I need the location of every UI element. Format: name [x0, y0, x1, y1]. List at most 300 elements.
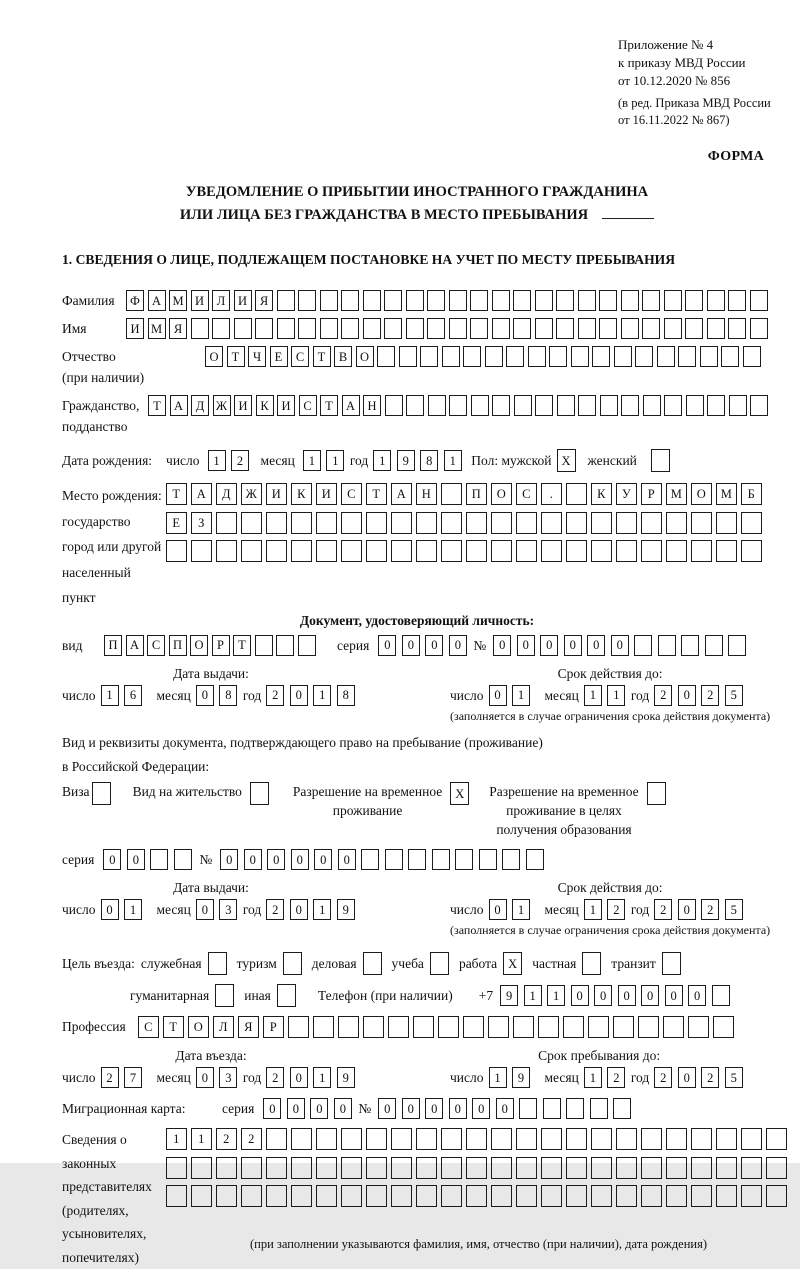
passport-dates-row [62, 666, 772, 724]
char-box [416, 1185, 437, 1207]
month-label: месяц [156, 902, 191, 918]
char-box [191, 1185, 212, 1207]
temp-residence-edu-checkbox [647, 782, 666, 805]
char-box [578, 318, 596, 339]
phone-boxes [500, 985, 735, 1006]
char-box: 0 [267, 849, 285, 870]
passport-issue-month [196, 685, 243, 706]
valid-until-title: Срок действия до: [557, 880, 663, 896]
char-box [502, 849, 520, 870]
entry-purpose-row [62, 952, 772, 975]
residence-permit-checkbox [250, 782, 269, 805]
char-box: Я [238, 1016, 259, 1038]
char-box: О [205, 346, 223, 367]
char-box [427, 318, 445, 339]
char-box [506, 346, 524, 367]
appendix-line: от 10.12.2020 № 856 [618, 72, 731, 88]
char-box: О [356, 346, 374, 367]
char-box [363, 318, 381, 339]
char-box [535, 318, 553, 339]
vid-boxes [104, 635, 319, 656]
char-box [685, 290, 703, 311]
vid-label: вид [62, 637, 83, 653]
char-box: С [516, 483, 537, 505]
char-box [313, 1016, 334, 1038]
char-box: 1 [191, 1128, 212, 1150]
char-box [441, 1128, 462, 1150]
char-box: 2 [654, 685, 672, 706]
char-box [366, 1157, 387, 1179]
char-box: 2 [101, 1067, 119, 1088]
char-box: В [334, 346, 352, 367]
char-box: Ф [126, 290, 144, 311]
char-box [685, 318, 703, 339]
char-box [713, 1016, 734, 1038]
month-label: месяц [544, 1070, 579, 1086]
char-box [316, 540, 337, 562]
char-box: П [104, 635, 122, 656]
char-box [621, 290, 639, 311]
char-box: Р [263, 1016, 284, 1038]
char-box [291, 512, 312, 534]
char-box: 5 [725, 685, 743, 706]
char-box [599, 318, 617, 339]
char-box [241, 1185, 262, 1207]
stay-day [489, 1067, 536, 1088]
sex-female-checkbox [651, 449, 670, 472]
char-box: 0 [618, 985, 636, 1006]
identity-doc-heading: Документ, удостоверяющий личность: [299, 612, 535, 628]
char-box: 7 [124, 1067, 142, 1088]
char-box [616, 540, 637, 562]
passport-number-boxes [493, 635, 752, 656]
char-box: А [191, 483, 212, 505]
char-box [391, 1157, 412, 1179]
char-box [691, 1185, 712, 1207]
year-label: год [630, 1070, 650, 1086]
char-box [463, 1016, 484, 1038]
char-box: 0 [587, 635, 605, 656]
purpose-option-label: деловая [311, 956, 357, 972]
char-box: 0 [287, 1098, 305, 1119]
char-box: С [147, 635, 165, 656]
stay-until-col [450, 1048, 748, 1088]
char-box: 0 [611, 635, 629, 656]
birth-day-boxes [208, 450, 255, 471]
char-box [391, 1128, 412, 1150]
char-box [516, 1128, 537, 1150]
forma-label: ФОРМА [707, 149, 764, 165]
char-box: 0 [449, 635, 467, 656]
birth-month-boxes [303, 450, 350, 471]
char-box [416, 1128, 437, 1150]
char-box [750, 290, 768, 311]
char-box: О [190, 635, 208, 656]
char-box: Р [641, 483, 662, 505]
char-box [556, 290, 574, 311]
char-box [442, 346, 460, 367]
char-box: 0 [314, 849, 332, 870]
char-box [641, 512, 662, 534]
char-box [491, 512, 512, 534]
char-box [491, 540, 512, 562]
char-box [234, 318, 252, 339]
char-box [716, 1185, 737, 1207]
entry-month [196, 1067, 243, 1088]
char-box: Д [216, 483, 237, 505]
char-box [406, 290, 424, 311]
char-box [664, 290, 682, 311]
passport-valid-day [489, 685, 536, 706]
char-box [338, 1016, 359, 1038]
temp-residence-edu-label: Разрешение на временное проживание в целях получения образования [489, 784, 639, 838]
char-box [250, 782, 269, 805]
month-label: месяц [544, 687, 579, 703]
citizenship-label: Гражданство, подданство [62, 398, 140, 435]
char-box [291, 1185, 312, 1207]
char-box [741, 1185, 762, 1207]
char-box: 0 [540, 635, 558, 656]
purpose-gumanitarnaya-checkbox [215, 984, 234, 1007]
char-box: 0 [493, 635, 511, 656]
char-box [255, 635, 273, 656]
char-box [588, 1016, 609, 1038]
passport-issue-col [62, 666, 450, 724]
char-box [470, 318, 488, 339]
passport-valid-month [584, 685, 631, 706]
char-box: 1 [512, 685, 530, 706]
char-box: 1 [584, 1067, 602, 1088]
char-box: З [191, 512, 212, 534]
purpose-chastnaya-checkbox [582, 952, 601, 975]
char-box [463, 346, 481, 367]
residence-permit-option [133, 782, 269, 805]
birth-place-rows [166, 483, 766, 569]
number-label: № [473, 637, 487, 653]
char-box [408, 849, 426, 870]
char-box: И [316, 483, 337, 505]
representatives-rows [166, 1128, 791, 1252]
form-title-line2: ИЛИ ЛИЦА БЕЗ ГРАЖДАНСТВА В МЕСТО ПРЕБЫВАНИЯ [62, 204, 772, 226]
char-box [212, 318, 230, 339]
purpose-turizm-checkbox [283, 952, 302, 975]
char-box: 0 [310, 1098, 328, 1119]
profession-row [62, 1016, 772, 1038]
purpose-option-label: учеба [391, 956, 424, 972]
char-box: Е [270, 346, 288, 367]
day-label: число [62, 1070, 96, 1086]
residence-number-boxes [220, 849, 549, 870]
char-box: X [503, 952, 522, 975]
char-box: 1 [124, 899, 142, 920]
char-box: 1 [303, 450, 321, 471]
char-box [664, 318, 682, 339]
char-box [657, 346, 675, 367]
entry-date-title: Дата въезда: [175, 1048, 247, 1064]
char-box [377, 346, 395, 367]
char-box [216, 1157, 237, 1179]
char-box [492, 290, 510, 311]
char-box [591, 1185, 612, 1207]
purpose-option-label: частная [532, 956, 577, 972]
char-box: 0 [290, 899, 308, 920]
char-box: 2 [266, 1067, 284, 1088]
char-box: 2 [701, 685, 719, 706]
representatives-row2 [166, 1157, 791, 1179]
residence-valid-col [450, 880, 770, 938]
char-box: 0 [196, 1067, 214, 1088]
appendix-line: от 16.11.2022 № 867) [618, 113, 730, 128]
surname-row [62, 290, 772, 311]
char-box [266, 1128, 287, 1150]
char-box [666, 1128, 687, 1150]
char-box: 1 [101, 685, 119, 706]
char-box: 9 [500, 985, 518, 1006]
char-box: 0 [678, 685, 696, 706]
char-box [320, 290, 338, 311]
char-box: К [591, 483, 612, 505]
char-box: 5 [725, 899, 743, 920]
char-box: 2 [654, 1067, 672, 1088]
char-box [466, 512, 487, 534]
char-box: 1 [607, 685, 625, 706]
representatives-row1 [166, 1128, 791, 1150]
residence-issue-month [196, 899, 243, 920]
char-box [616, 1185, 637, 1207]
char-box [471, 395, 489, 416]
char-box [363, 952, 382, 975]
char-box: 0 [378, 635, 396, 656]
purpose-option-label: иная [244, 988, 271, 1004]
char-box: 2 [231, 450, 249, 471]
char-box: 5 [725, 1067, 743, 1088]
char-box: Н [363, 395, 381, 416]
representatives-note: (при заполнении указываются фамилия, имя, отчество (при наличии), дата рождения) [249, 1237, 708, 1252]
birth-place-block [62, 483, 772, 611]
temp-residence-checkbox [450, 782, 469, 805]
representatives-block [62, 1128, 772, 1269]
temp-residence-label: Разрешение на временное проживание [292, 784, 443, 819]
char-box [441, 483, 462, 505]
char-box: 8 [219, 685, 237, 706]
char-box [399, 346, 417, 367]
char-box [466, 1128, 487, 1150]
char-box [516, 1157, 537, 1179]
char-box: 0 [678, 1067, 696, 1088]
char-box: К [256, 395, 274, 416]
sex-male-checkbox [557, 449, 576, 472]
residence-doc-number-row [62, 849, 772, 870]
char-box [277, 318, 295, 339]
phone-prefix: +7 [478, 988, 494, 1004]
char-box: 9 [337, 899, 355, 920]
day-label: число [450, 687, 484, 703]
char-box: О [188, 1016, 209, 1038]
char-box [616, 1157, 637, 1179]
char-box [266, 1185, 287, 1207]
char-box [316, 1157, 337, 1179]
entry-dates-row [62, 1048, 772, 1088]
visa-option [62, 782, 111, 805]
char-box [241, 512, 262, 534]
char-box [635, 346, 653, 367]
char-box [277, 290, 295, 311]
char-box: Т [148, 395, 166, 416]
char-box [578, 395, 596, 416]
char-box [557, 395, 575, 416]
char-box [582, 952, 601, 975]
purpose-label: Цель въезда: [62, 956, 135, 972]
day-label: число [62, 687, 96, 703]
char-box: 0 [378, 1098, 396, 1119]
residence-valid-day [489, 899, 536, 920]
residence-doc-line1: Вид и реквизиты документа, подтверждающего право на пребывание (проживание) [62, 734, 543, 750]
char-box [466, 1157, 487, 1179]
purpose-ucheba-checkbox [430, 952, 449, 975]
char-box [566, 1098, 584, 1119]
char-box: И [234, 395, 252, 416]
char-box: 0 [338, 849, 356, 870]
form-title-line1: УВЕДОМЛЕНИЕ О ПРИБЫТИИ ИНОСТРАННОГО ГРАЖДАНИНА [185, 184, 649, 201]
char-box: 9 [337, 1067, 355, 1088]
char-box: 0 [641, 985, 659, 1006]
entry-date-col [62, 1048, 450, 1088]
char-box [664, 395, 682, 416]
entry-purpose-row2 [130, 984, 772, 1007]
char-box [716, 512, 737, 534]
month-label: месяц [156, 687, 191, 703]
char-box [700, 346, 718, 367]
char-box: 0 [402, 635, 420, 656]
surname-label: Фамилия [62, 293, 115, 309]
char-box [513, 318, 531, 339]
char-box [566, 483, 587, 505]
char-box [277, 984, 296, 1007]
patronymic-boxes [205, 346, 764, 367]
char-box: 0 [244, 849, 262, 870]
char-box [729, 395, 747, 416]
char-box [541, 512, 562, 534]
char-box: 8 [420, 450, 438, 471]
birth-place-row1 [166, 483, 766, 505]
phone-label: Телефон (при наличии) [317, 988, 453, 1004]
char-box [341, 318, 359, 339]
char-box [363, 290, 381, 311]
char-box: 1 [208, 450, 226, 471]
migration-card-label: Миграционная карта: [62, 1101, 186, 1117]
number-label: № [199, 852, 213, 868]
stay-year [654, 1067, 748, 1088]
title-blank-underline [602, 206, 654, 219]
char-box [563, 1016, 584, 1038]
char-box: П [169, 635, 187, 656]
char-box: 0 [496, 1098, 514, 1119]
char-box [519, 1098, 537, 1119]
char-box [728, 318, 746, 339]
char-box [728, 635, 746, 656]
year-label: год [630, 902, 650, 918]
char-box [766, 1185, 787, 1207]
char-box: М [716, 483, 737, 505]
char-box [491, 1185, 512, 1207]
char-box: 8 [337, 685, 355, 706]
char-box [741, 540, 762, 562]
char-box: 0 [665, 985, 683, 1006]
char-box [641, 540, 662, 562]
char-box: 9 [512, 1067, 530, 1088]
validity-note: (заполняется в случае ограничения срока действия документа) [450, 923, 771, 938]
char-box [266, 512, 287, 534]
char-box: 0 [290, 1067, 308, 1088]
purpose-option-label: гуманитарная [130, 988, 210, 1004]
char-box: Т [233, 635, 251, 656]
residence-issue-year [266, 899, 360, 920]
char-box [535, 395, 553, 416]
char-box: 0 [101, 899, 119, 920]
char-box [384, 290, 402, 311]
char-box [513, 1016, 534, 1038]
char-box: Т [227, 346, 245, 367]
char-box [516, 1185, 537, 1207]
char-box [492, 395, 510, 416]
char-box [662, 952, 681, 975]
char-box [92, 782, 111, 805]
char-box [716, 1157, 737, 1179]
char-box [406, 395, 424, 416]
char-box [291, 540, 312, 562]
residence-doc-options [62, 782, 772, 839]
sex-male-label: Пол: мужской [471, 453, 552, 469]
char-box: Б [741, 483, 762, 505]
char-box [538, 1016, 559, 1038]
identity-doc-row [62, 635, 772, 656]
char-box: А [126, 635, 144, 656]
char-box [441, 512, 462, 534]
residence-issue-col [62, 880, 450, 938]
char-box: И [191, 290, 209, 311]
char-box [599, 290, 617, 311]
char-box: Р [212, 635, 230, 656]
seriya-label: серия [337, 637, 370, 653]
char-box [541, 1157, 562, 1179]
char-box: 1 [373, 450, 391, 471]
char-box: П [466, 483, 487, 505]
char-box [241, 1157, 262, 1179]
char-box: И [234, 290, 252, 311]
char-box [430, 952, 449, 975]
birth-date-row [62, 449, 772, 472]
char-box [516, 512, 537, 534]
char-box [485, 346, 503, 367]
char-box: 2 [607, 1067, 625, 1088]
char-box: Ж [213, 395, 231, 416]
char-box [298, 318, 316, 339]
char-box [216, 512, 237, 534]
char-box [666, 540, 687, 562]
char-box: О [491, 483, 512, 505]
char-box [341, 1185, 362, 1207]
char-box: 1 [524, 985, 542, 1006]
char-box [691, 1157, 712, 1179]
char-box: 0 [402, 1098, 420, 1119]
char-box [266, 540, 287, 562]
char-box [613, 1016, 634, 1038]
char-box: X [450, 782, 469, 805]
char-box [166, 1185, 187, 1207]
day-label: число [166, 453, 200, 469]
char-box [341, 512, 362, 534]
char-box [479, 849, 497, 870]
